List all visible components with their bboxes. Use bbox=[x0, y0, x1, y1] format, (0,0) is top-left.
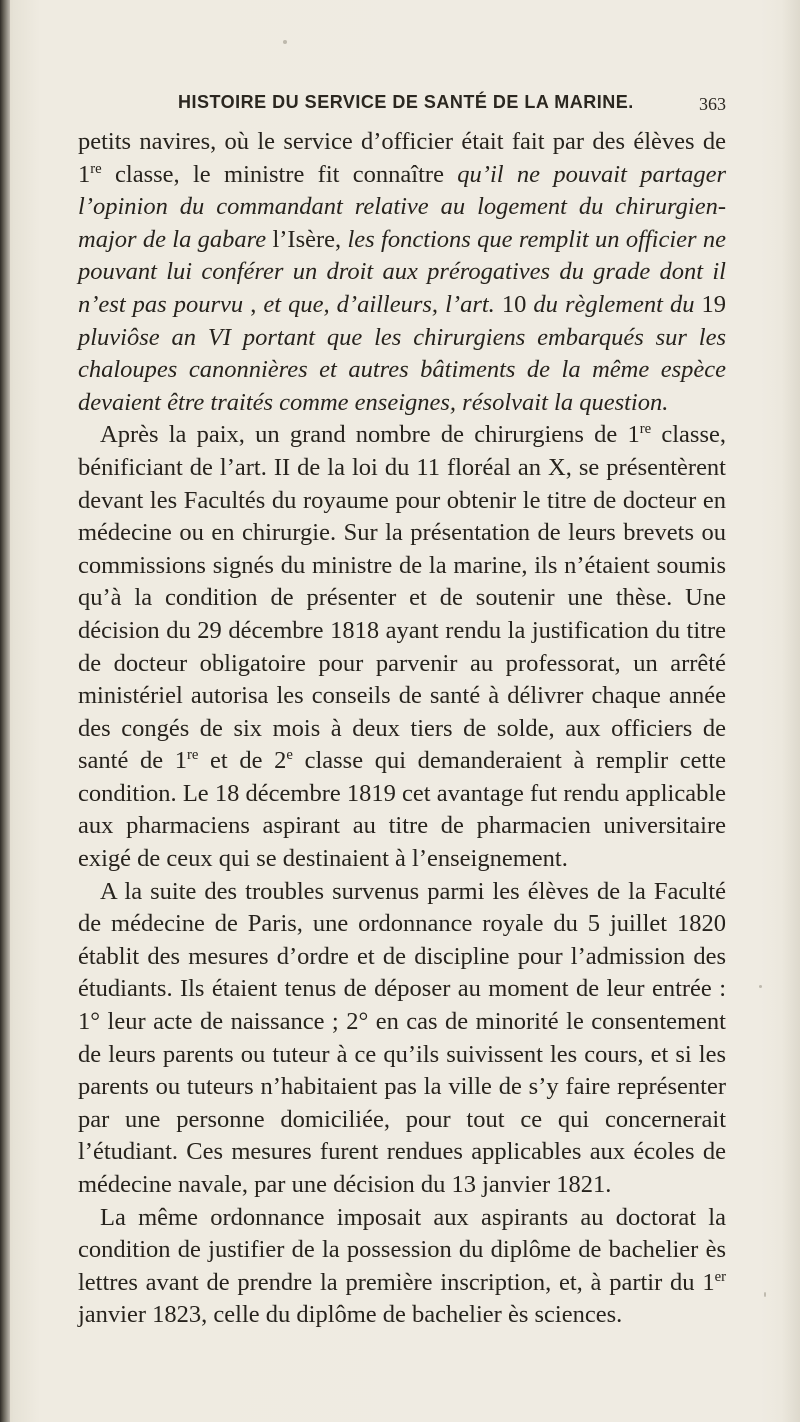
paragraph-4 bbox=[78, 1202, 726, 1332]
paper-speck bbox=[759, 985, 762, 988]
binding-shadow bbox=[0, 0, 10, 1422]
text-run: l’Isère bbox=[272, 225, 336, 253]
text-run: 10 bbox=[494, 290, 534, 318]
body-text bbox=[78, 126, 726, 1332]
superscript: e bbox=[286, 747, 293, 764]
paper-speck bbox=[283, 40, 287, 44]
superscript: re bbox=[639, 421, 652, 438]
paragraph-1 bbox=[78, 126, 726, 419]
superscript: re bbox=[187, 747, 199, 764]
superscript: re bbox=[90, 160, 102, 177]
italic-run: du règlement du bbox=[533, 290, 695, 318]
running-title: HISTOIRE DU SERVICE DE SANTÉ DE LA MARINE. bbox=[178, 92, 634, 112]
text-run: Après la paix, un grand nombre de chirurgiens de 1 bbox=[100, 421, 640, 449]
text-run: 19 bbox=[694, 290, 726, 318]
text-run: A la suite des troubles survenus parmi les élèves de la Faculté de médecine de Paris, une ordonnance royale du 5 juillet 1820 établit des mesures d’ordre et de discipline pour l’admission des étudiants. Ils étaient tenus de déposer au moment de leur entrée : 1° leur acte de naissance ; 2° en cas de minorité le consentement de leurs parents ou tuteur à ce qu’ils suivissent les cours, et si les parents ou tuteurs n’habitaient pas la ville de s’y faire représenter par une personne domiciliée, pour tout ce qui concernerait l’étudiant. Ces mesures furent rendues applicables aux écoles de médecine navale, par une décision du 13 janvier 1821. bbox=[78, 877, 726, 1198]
text-run: La même ordonnance imposait aux aspirants au doctorat la condition de justifier de la possession du diplôme de bachelier ès lettres avant de prendre la première inscription, et, à partir du 1 bbox=[78, 1203, 726, 1296]
text-run: classe qui demanderaient à remplir cette condition. Le 18 décembre 1819 cet avantage fut rendu applicable aux pharmaciens aspirant au titre de pharmacien universitaire exigé de ceux qui se destinaient à l’enseignement. bbox=[78, 747, 727, 873]
italic-run: les fonctions que remplit un officier ne pouvant lui conférer un droit aux prérogatives du grade dont il n’est pas pourvu bbox=[78, 225, 727, 318]
text-run: et de 2 bbox=[198, 747, 287, 775]
text-run: classe, bénificiant de l’art. II de la loi du 11 floréal an X, se présentèrent devant les Facultés du royaume pour obtenir le titre de docteur en médecine ou en chirurgie. Sur la présentation de leurs brevets ou commissions signés du ministre de la marine, ils n’étaient soumis qu’à la condition de présenter et de soutenir une thèse. Une décision du 29 décembre 1818 ayant rendu la justification du titre de docteur obligatoire pour parvenir au professorat, un arrêté ministériel autorisa les conseils de santé à délivrer chaque année des congés de six mois à deux tiers de solde, aux officiers de santé de 1 bbox=[78, 421, 727, 775]
paper-speck bbox=[764, 1292, 766, 1297]
text-run: classe, le ministre fit connaître bbox=[101, 160, 458, 188]
text-run: , bbox=[243, 290, 264, 318]
text-run: , bbox=[335, 225, 348, 253]
italic-run: pluviôse an VI portant que les chirurgiens embarqués sur les chaloupes canonnières et autres bâtiments de la même espèce devaient être traités comme enseignes, résolvait la question. bbox=[78, 323, 726, 416]
superscript: er bbox=[714, 1268, 726, 1285]
text-run: janvier 1823, celle du diplôme de bachelier ès sciences. bbox=[78, 1301, 623, 1329]
italic-run: qu’il ne pouvait partager l’opinion du commandant relative au logement du chirurgien-major de la gabare bbox=[78, 160, 726, 253]
paragraph-2 bbox=[78, 419, 726, 875]
text-run: petits navires, où le service d’officier était fait par des élèves de 1 bbox=[78, 128, 726, 188]
running-header bbox=[78, 92, 726, 120]
page-number: 363 bbox=[699, 94, 726, 114]
italic-run: et que, d’ailleurs, l’art. bbox=[263, 290, 495, 318]
paragraph-3 bbox=[78, 876, 726, 1202]
page-edge bbox=[782, 0, 800, 1422]
